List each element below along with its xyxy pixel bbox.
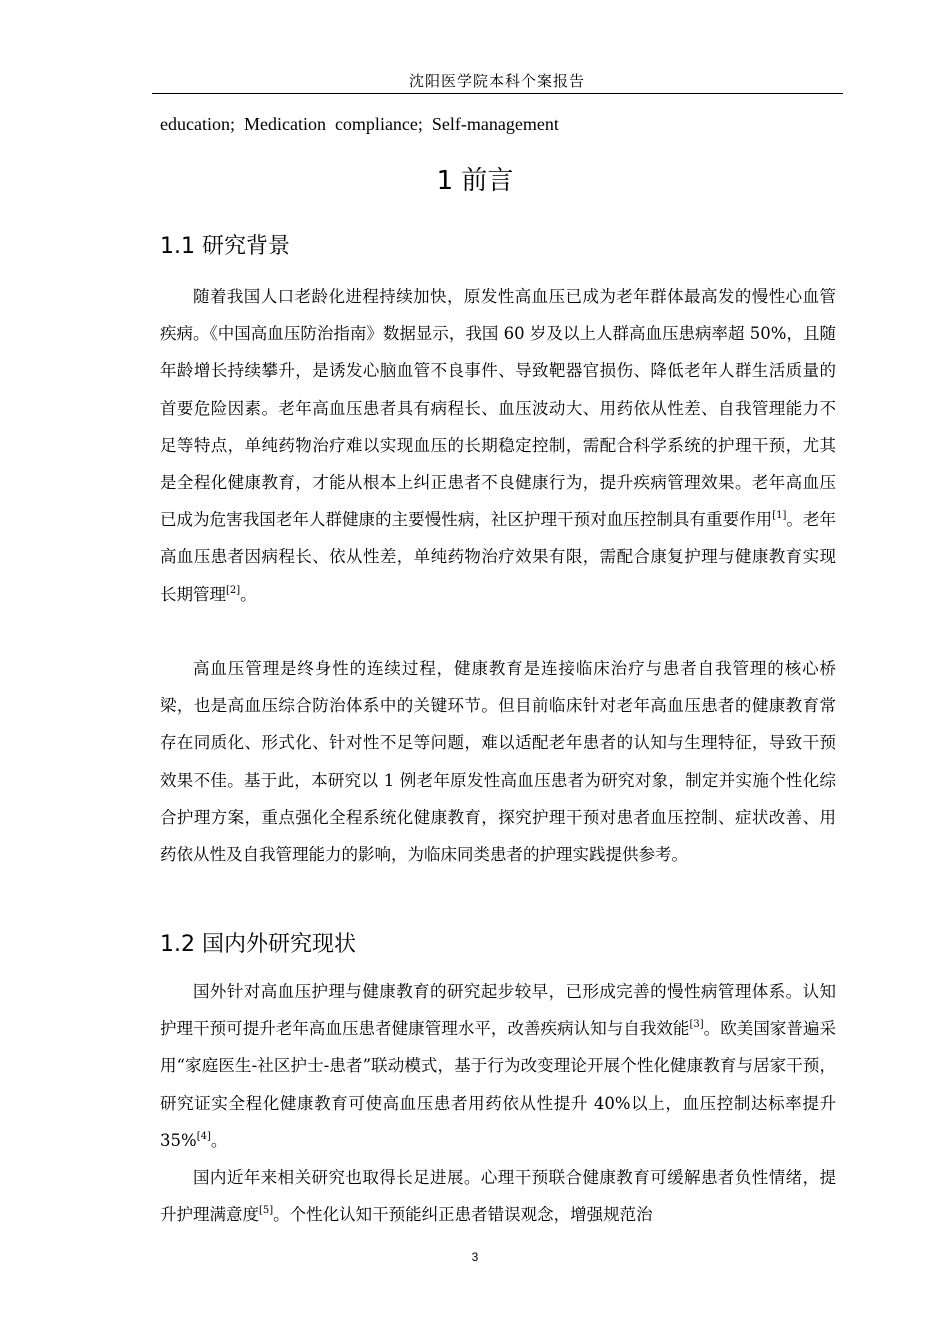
paragraph xyxy=(160,278,836,613)
paragraph-text: 国内近年来相关研究也取得长足进展。心理干预联合健康教育可缓解患者负性情绪，提升护理满意度 xyxy=(160,1168,836,1225)
citation-mark: [2] xyxy=(226,584,241,596)
paragraph xyxy=(160,650,836,873)
header-divider xyxy=(152,93,843,94)
citation-mark: [3] xyxy=(689,1019,704,1031)
section-title-research-background: 1.1 研究背景 xyxy=(160,234,290,259)
citation-mark: [4] xyxy=(196,1130,211,1142)
paragraph-text: 随着我国人口老龄化进程持续加快，原发性高血压已成为老年群体最高发的慢性心血管疾病。《中国高血压防治指南》数据显示，我国 60 岁及以上人群高血压患病率超 50%，且随年龄增长持续攀升，是诱发心脑血管不良事件、导致靶器官损伤、降低老年人群生活质量的首要危险因素。老年高血压患者具有病程长、血压波动大、用药依从性差、自我管理能力不足等特点，单纯药物治疗难以实现血压的长期稳定控制，需配合科学系统的护理干预，尤其是全程化健康教育，才能从根本上纠正患者不良健康行为，提升疾病管理效果。老年高血压已成为危害我国老年人群健康的主要慢性病，社区护理干预对血压控制具有重要作用 xyxy=(160,287,836,530)
citation-mark: [5] xyxy=(259,1205,274,1217)
paragraph-text: 。老年高血压患者因病程长、依从性差，单纯药物治疗效果有限，需配合康复护理与健康教育实现长期管理 xyxy=(160,510,837,604)
citation-mark: [1] xyxy=(772,510,787,522)
paragraph-text: 。 xyxy=(240,584,257,604)
paragraph-text: 。欧美国家普遍采用“家庭医生-社区护士-患者”联动模式，基于行为改变理论开展个性化健康教育与居家干预，研究证实全程化健康教育可使高血压患者用药依从性提升 40%以上，血压控制达标率提升 35% xyxy=(160,1019,837,1150)
section-title-research-status: 1.2 国内外研究现状 xyxy=(160,932,356,957)
paragraph-text: 。 xyxy=(210,1130,228,1150)
paragraph-text: 国外针对高血压护理与健康教育的研究起步较早，已形成完善的慢性病管理体系。认知护理干预可提升老年高血压患者健康管理水平，改善疾病认知与自我效能 xyxy=(160,982,836,1039)
paragraph xyxy=(160,1159,836,1233)
paragraph-text: 高血压管理是终身性的连续过程，健康教育是连接临床治疗与患者自我管理的核心桥梁，也是高血压综合防治体系中的关键环节。但目前临床针对老年高血压患者的健康教育常存在同质化、形式化、针对性不足等问题，难以适配老年患者的认知与生理特征，导致干预效果不佳。基于此，本研究以 1 例老年原发性高血压患者为研究对象，制定并实施个性化综合护理方案，重点强化全程系统化健康教育，探究护理干预对患者血压控制、症状改善、用药依从性及自我管理能力的影响，为临床同类患者的护理实践提供参考。 xyxy=(160,659,836,865)
paragraph-text: 。个性化认知干预能纠正患者错误观念，增强规范治 xyxy=(273,1205,653,1225)
keywords-continuation: education; Medication compliance; Self-management xyxy=(160,114,559,134)
chapter-title: 1 前言 xyxy=(436,166,514,196)
running-header: 沈阳医学院本科个案报告 xyxy=(408,72,585,90)
page-number: 3 xyxy=(471,1250,479,1264)
paragraph xyxy=(160,973,836,1159)
